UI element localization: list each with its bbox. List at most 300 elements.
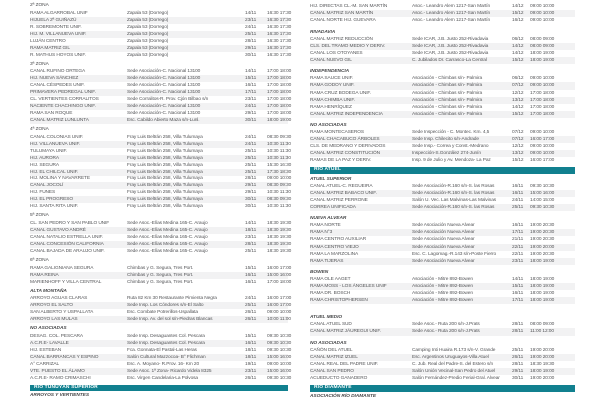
table-row <box>310 368 575 375</box>
row-date: 26/11 <box>512 355 524 361</box>
schedule-column-left <box>30 3 292 400</box>
row-name: HIJ. EL CHILCAL UNIF. <box>30 169 79 175</box>
row-date: 15/11 <box>512 284 524 290</box>
row-name: CLS. DEL TRAMO MEDIO Y DERIV. <box>310 43 386 49</box>
table-row <box>30 148 291 155</box>
table-row <box>310 347 575 354</box>
table-row <box>30 248 292 255</box>
table-row <box>310 354 575 361</box>
row-time: 18:00 19:00 <box>530 291 555 297</box>
row-location: Sede Inspección - C. Montec. Km. 4,5 <box>412 130 490 136</box>
row-location: Sede Asoc.-Elías Medina 165-C. Araujo <box>127 234 208 240</box>
section-header: BOWEN <box>310 270 329 276</box>
row-time: 15:30 16:30 <box>267 162 292 168</box>
row-name: RAMA CENTRO AUXILIAR <box>310 237 367 243</box>
row-date: 25/11 <box>245 169 257 175</box>
row-time: 09:00 10:00 <box>530 11 555 17</box>
row-date: 16/11 <box>245 272 257 278</box>
section-rows <box>30 296 292 324</box>
row-date: 16/11 <box>512 223 524 229</box>
table-row <box>30 17 292 24</box>
section-rows <box>310 347 575 382</box>
row-time: 18:00 19:00 <box>530 298 555 304</box>
table-row <box>30 31 292 38</box>
row-location: Fray Luis Beltrán 258, Villa Tulumaya <box>127 162 203 168</box>
row-name: CANAL RUFINO ORTEGA <box>30 69 86 75</box>
row-location: Sede Asoc.- Ruta 200 s/n-J.Prats <box>412 329 480 335</box>
table-row <box>30 96 292 103</box>
row-date: 23/11 <box>245 97 257 103</box>
row-time: 17:00 18:00 <box>267 90 292 96</box>
section-header: ARROYOS Y VERTIENTES <box>30 392 89 398</box>
row-date: 28/11 <box>512 329 524 335</box>
row-time: 19:00 20:00 <box>530 244 555 250</box>
section-rows <box>30 68 292 124</box>
row-location: Fray Luis Beltrán 258, Villa Tulumaya <box>127 134 203 140</box>
table-row <box>30 316 291 323</box>
row-name: RAMA CRUZ BODEGA UNIF. <box>310 90 371 96</box>
row-time: 09:00 10:00 <box>267 310 292 316</box>
row-name: TULUMAYA UNIF. <box>30 148 68 154</box>
table-row <box>310 297 575 304</box>
row-location: Salón Cultural Mazzocoa- B° Flichman <box>127 354 206 360</box>
row-time: 16:00 17:00 <box>267 265 292 271</box>
section-rows <box>30 10 292 59</box>
row-time: 16:00 17:00 <box>530 137 555 143</box>
table-row <box>30 68 292 75</box>
row-name: R. MATHUS HOYOS UNIF. <box>30 52 86 58</box>
row-date: 18/11 <box>245 348 257 354</box>
row-location: Fray Luis Beltrán 258, Villa Tulumaya <box>127 141 203 147</box>
table-row <box>30 241 292 248</box>
table-row <box>310 143 575 150</box>
section-header: INDEPENDENCIA <box>310 69 350 75</box>
row-time: 16:30 17:30 <box>267 24 292 30</box>
section-header: 3ª ZONA <box>30 61 49 67</box>
row-location: Sede Asoc.-Elías Medina 165-C. Araujo <box>127 221 208 227</box>
table-row <box>30 134 292 141</box>
row-location: Sede Insp. Av. del sol s/n-Piedras Blancas <box>127 317 213 323</box>
section-header: 5ª ZONA <box>30 213 49 219</box>
row-name: RAMA CENTRO VIEJO <box>310 244 359 250</box>
row-location: Sede Asoc. 1ª Zona- Ricardo Videla 8325 <box>127 368 212 374</box>
row-time: 09:00 10:00 <box>530 4 555 10</box>
row-name: DESAG. COL. PESCARA <box>30 334 84 340</box>
row-date: 26/11 <box>245 317 257 323</box>
table-row <box>30 361 292 368</box>
row-time: 10:00 11:00 <box>267 317 291 323</box>
table-row <box>310 10 575 17</box>
row-time: 17:00 18:00 <box>530 97 555 103</box>
row-time: 11:00 12:00 <box>530 329 554 335</box>
row-location: Fray Luis Beltrán 258, Villa Tulumaya <box>127 190 203 196</box>
row-time: 09:00 10:00 <box>267 176 292 182</box>
row-time: 10:30 11:30 <box>267 148 291 154</box>
row-location: Sede Asociación Nueva Alvear <box>412 237 475 243</box>
row-location: Fray Luis Beltrán 258, Villa Tulumaya <box>127 148 203 154</box>
row-time: 16:00 17:00 <box>530 158 555 164</box>
row-name: ARROYO AGUAS CLARAS <box>30 296 88 302</box>
row-location: Camping Inti Huaira R.173 s/n-V. Grande <box>412 348 496 354</box>
row-time: 18:30 19:30 <box>530 362 555 368</box>
row-time: 16:30 17:30 <box>267 38 292 44</box>
section-header: 2ª ZONA <box>30 3 49 8</box>
schedule-section <box>310 29 575 64</box>
row-location: Fca. Gonnata-El Pastal-Las Heras <box>127 348 197 354</box>
row-time: 09:30 10:30 <box>267 341 292 347</box>
row-name: HIJ. DIRECTAS CL.-M. SAN MARTÍN <box>310 4 388 10</box>
table-row <box>310 375 575 382</box>
row-location: Sede Asociación Nueva Alvear <box>412 244 475 250</box>
section-header: ASOCIACIÓN RÍO DIAMANTE <box>310 394 377 400</box>
row-date: 14/12 <box>512 50 524 56</box>
table-row <box>30 227 292 234</box>
row-time: 16:30 17:30 <box>267 45 292 51</box>
schedule-section <box>310 68 575 117</box>
row-date: 14/12 <box>512 104 524 110</box>
row-location: Sede Asociación-C. Nacional 13100 <box>127 69 201 75</box>
row-date: 13/12 <box>512 151 524 157</box>
row-location: Insp. 9 de Julio y Av. Mendoza- La Paz <box>412 158 491 164</box>
row-time: 19:00 20:00 <box>530 355 555 361</box>
table-row <box>30 176 292 183</box>
row-name: CANAL REAL DEL PADRE UNIF. <box>310 362 379 368</box>
row-time: 15:00 16:00 <box>530 190 555 196</box>
table-row <box>30 155 291 162</box>
row-location: Asoc.- Leandro Alem 1217-San Martín <box>412 4 491 10</box>
table-row <box>310 75 575 82</box>
table-row <box>310 50 575 57</box>
row-name: CANAL MATRIZ BABACO UNIF. <box>310 190 377 196</box>
row-location: Sede ICAR, J.B. Justo 252-Rivadavia <box>412 36 489 42</box>
row-date: 06/12 <box>512 36 524 42</box>
row-time: 18:00 19:00 <box>530 277 555 283</box>
row-name: CL. VERTIENTES CORRALITOS <box>30 97 99 103</box>
row-time: 18:00 19:00 <box>530 369 555 375</box>
row-name: ACUEDUCTO GANADERO <box>310 376 368 382</box>
table-row <box>30 340 292 347</box>
row-date: 18/11 <box>245 228 257 234</box>
row-date: 14/11 <box>512 277 524 283</box>
row-location: Sede Asoc.-Elías Medina 165-C. Araujo <box>127 228 208 234</box>
table-row <box>310 229 575 236</box>
row-name: RAMA DR. BOSCH <box>310 291 351 297</box>
row-name: CANAL MATRIZ CONSTITUCIÓN <box>310 151 380 157</box>
row-name: CANAL MATRIZ SAN MARTÍN <box>310 11 374 17</box>
river-section-bar: RÍO TUNUYÁN SUPERIOR <box>30 385 288 392</box>
row-name: RAMA REINA <box>30 272 59 278</box>
schedule-section <box>30 326 292 382</box>
table-row <box>30 196 292 203</box>
row-date: 28/11 <box>245 38 257 44</box>
table-row <box>310 283 575 290</box>
table-row <box>310 129 575 136</box>
row-date: 17/11 <box>245 90 257 96</box>
row-location: Esc. Combate Potrerillos-Uspallata <box>127 310 198 316</box>
row-location: Zapala 53 (Dorrego) <box>127 45 169 51</box>
table-row <box>310 361 575 368</box>
row-name: HIJ. SEGURA <box>30 162 60 168</box>
row-time: 15:00 16:00 <box>267 272 292 278</box>
table-row <box>30 203 291 210</box>
row-name: HIJUELA 2ª GUIÑAZÚ <box>30 17 77 23</box>
row-time: 18:00 19:00 <box>267 117 292 123</box>
row-date: 14/11 <box>245 10 257 16</box>
table-row <box>30 302 292 309</box>
row-time: 09:00 10:00 <box>530 151 555 157</box>
row-location: Sede Asoc.-Elías Medina 165-C. Araujo <box>127 241 208 247</box>
schedule-section <box>310 269 575 304</box>
section-header: NO ASOCIADAS <box>310 123 347 129</box>
row-name: CANAL MATRIZ PERRONE <box>310 197 368 203</box>
row-location: Esc. A. Moyano- R.Prov. 16- Km 20 <box>127 361 200 367</box>
row-date: 07/12 <box>512 83 524 89</box>
section-gap <box>310 304 575 310</box>
row-location: Chimbas y G. Segura, Tres Port. <box>127 279 194 285</box>
row-name: SAN ALBERTO Y USPALLATA <box>30 310 94 316</box>
row-name: NACIENTE CHACHINGO UNIF. <box>30 104 96 110</box>
row-date: 28/11 <box>512 362 524 368</box>
row-date: 25/11 <box>245 155 257 161</box>
table-row <box>30 162 292 169</box>
table-row <box>30 24 292 31</box>
table-row <box>30 265 292 272</box>
row-date: 25/11 <box>512 348 524 354</box>
table-row <box>310 244 575 251</box>
table-row <box>30 354 292 361</box>
row-date: 16/11 <box>245 341 257 347</box>
row-name: RAMA LA MARZOLINA <box>310 251 359 257</box>
row-time: 18:30 19:30 <box>267 241 292 247</box>
row-name: CANAL CÉSPEDES UNIF. <box>30 83 85 89</box>
table-row <box>30 234 292 241</box>
row-time: 10:30 11:30 <box>267 204 291 210</box>
row-date: 15/12 <box>512 11 524 17</box>
row-name: CANAL JOCOLÍ <box>30 183 64 189</box>
row-name: CANAL MATRIZ INDEPENDENCIA <box>310 111 383 117</box>
row-location: Esc. Virgen Candelaria-La Polvosa <box>127 375 199 381</box>
table-row <box>30 89 292 96</box>
row-name: CANAL ATUEL-C. REGUEIRA <box>310 183 373 189</box>
row-date: 15/12 <box>512 57 524 63</box>
row-name: CANAL NORTE HIJ. GUEVARA <box>310 18 376 24</box>
row-date: 19/11 <box>245 361 257 367</box>
row-location: Sede Asociación Nueva Alvear <box>412 223 475 229</box>
row-name: R. SOBREMONTE UNIF. <box>30 24 82 30</box>
row-date: 30/11 <box>245 117 257 123</box>
row-date: 07/12 <box>512 130 524 136</box>
section-header: 4ª ZONA <box>30 126 49 132</box>
row-name: MARIENHOFF Y VILLA CENTRAL <box>30 279 102 285</box>
table-row <box>310 136 575 143</box>
row-location: Inspección-S.González 274-Junín <box>412 151 481 157</box>
table-row <box>310 183 575 190</box>
row-date: 25/11 <box>245 303 257 309</box>
table-row <box>30 38 292 45</box>
table-row <box>30 103 292 110</box>
row-time: 19:00 20:30 <box>530 230 555 236</box>
row-location: Sede Asociación-C. Nacional 13100 <box>127 90 201 96</box>
table-row <box>30 279 292 286</box>
schedule-section <box>30 257 292 286</box>
row-location: Zapala 53 (Dorrego) <box>127 31 169 37</box>
row-time: 08:00 09:00 <box>530 322 555 328</box>
row-name: RAMAS DE LA PAZ Y DERIV. <box>310 158 372 164</box>
section-rows <box>30 265 292 286</box>
row-location: Ruta 82 Km 30 Restaurante Pimienta Negra <box>127 296 217 302</box>
row-time: 18:30 19:30 <box>267 228 292 234</box>
row-date: 30/11 <box>245 204 257 210</box>
row-date: 24/11 <box>245 104 257 110</box>
table-row <box>310 157 575 164</box>
row-name: RAMA HENRÍQUEZ <box>310 104 352 110</box>
row-time: 17:00 18:00 <box>267 97 292 103</box>
row-time: 09:00 10:00 <box>530 83 555 89</box>
table-row <box>310 258 575 265</box>
row-date: 15/12 <box>512 111 524 117</box>
row-date: 15/11 <box>245 334 257 340</box>
row-date: 14/11 <box>245 221 257 227</box>
row-date: 18/11 <box>245 354 257 360</box>
row-time: 16:00 17:00 <box>267 296 292 302</box>
row-date: 16/12 <box>512 18 524 24</box>
row-time: 09:30 10:30 <box>267 348 292 354</box>
row-time: 18:00 19:00 <box>530 284 555 290</box>
row-date: 30/11 <box>245 52 257 58</box>
row-time: 10:30 11:30 <box>267 190 291 196</box>
section-header: NO ASOCIADAS <box>30 326 67 332</box>
row-date: 16/11 <box>512 183 524 189</box>
row-time: 19:00 20:00 <box>530 348 555 354</box>
row-date: 25/11 <box>245 248 257 254</box>
row-date: 29/11 <box>245 111 257 117</box>
row-date: 14/12 <box>512 43 524 49</box>
row-location: Esc. C. Lagomag.-R.143 s/n-Poste Fierro <box>412 251 497 257</box>
row-time: 18:30 19:30 <box>267 248 292 254</box>
schedule-section <box>310 122 575 164</box>
row-date: 24/11 <box>245 24 257 30</box>
table-row <box>30 10 292 17</box>
row-location: Sede Asociación Nueva Alvear <box>412 230 475 236</box>
schedule-section <box>30 61 292 124</box>
row-name: A° CARRIZAL <box>30 361 60 367</box>
row-name: HIJ. FUNES <box>30 190 56 196</box>
row-location: Sede Asociación-C. Nacional 13100 <box>127 104 201 110</box>
row-name: RAMA MONTECASEROS <box>310 130 365 136</box>
row-time: 17:00 18:00 <box>530 104 555 110</box>
table-row <box>30 182 292 189</box>
row-name: CANAL MATRIZ JÁUREGUI UNIF. <box>310 329 381 335</box>
row-time: 10:30 11:30 <box>267 141 291 147</box>
schedule-section <box>30 393 288 400</box>
row-time: 15:00 16:00 <box>267 368 292 374</box>
river-section-bar: RÍO ATUEL <box>310 167 575 174</box>
row-time: 10:30 11:30 <box>267 155 291 161</box>
row-location: Asociación - Chimbas s/n- Palmira <box>412 83 483 89</box>
row-time: 19:00 20:30 <box>530 237 555 243</box>
schedule-section <box>310 314 575 335</box>
row-time: 14:00 15:00 <box>530 197 555 203</box>
row-name: CLS. DE MEDRANO Y DERIVADOS <box>310 144 386 150</box>
row-name: RAMA GALIGNIANA SEGURA <box>30 265 94 271</box>
table-row <box>30 117 292 124</box>
section-rows <box>310 222 575 264</box>
row-date: 25/11 <box>245 148 257 154</box>
row-date: 15/12 <box>512 158 524 164</box>
row-time: 17:00 18:00 <box>267 83 292 89</box>
row-date: 25/11 <box>245 162 257 168</box>
table-row <box>30 141 291 148</box>
schedule-section <box>310 393 575 400</box>
row-time: 16:30 17:30 <box>267 31 292 37</box>
row-date: 16/11 <box>245 279 257 285</box>
table-row <box>310 3 575 10</box>
row-name: ARROYO EL SALTO <box>30 303 73 309</box>
row-date: 25/11 <box>512 204 524 210</box>
row-location: Sede Asociación-R.160 s/n-S. las Rosas <box>412 204 495 210</box>
table-row <box>310 222 575 229</box>
row-date: 24/11 <box>245 134 257 140</box>
row-location: Asociación - Mitre 892-Bowen <box>412 284 473 290</box>
row-name: VTE. PUESTO EL ÁLAMO <box>30 368 85 374</box>
section-header: ALTA MONTAÑA <box>30 288 67 294</box>
row-time: 09:30 10:30 <box>530 183 555 189</box>
row-name: HIJ. SANTA RITA UNIF. <box>30 204 79 210</box>
row-name: RAMA MOSS - LOS ÁNGELES UNIF <box>310 284 387 290</box>
row-date: 21/11 <box>512 237 524 243</box>
section-rows <box>30 134 292 210</box>
row-time: 08:30 09:30 <box>267 134 292 140</box>
row-name: CANAL NATALIO ESTRELLA UNIF. <box>30 234 104 240</box>
row-name: A.C.R.E- LAVALLE <box>30 341 69 347</box>
table-row <box>310 97 575 104</box>
row-name: RAMA MATRIZ GIL <box>30 45 70 51</box>
schedule-section <box>310 176 575 211</box>
schedule-section <box>310 340 575 382</box>
row-date: 15/11 <box>245 76 257 82</box>
row-name: LUJÁN CENTRO <box>30 38 66 44</box>
table-row <box>30 309 292 316</box>
row-name: RAMA OLE AAGET <box>310 277 351 283</box>
row-location: Asociación - Chimbas s/n- Palmira <box>412 104 483 110</box>
row-name: CANAL MATRIZ IZUEL <box>310 355 358 361</box>
row-time: 17:30 18:30 <box>267 169 292 175</box>
table-row <box>310 204 575 211</box>
row-location: Chimbas y G. Segura, Tres Port. <box>127 265 194 271</box>
row-time: 09:30 10:30 <box>267 375 292 381</box>
row-location: Sede Asociación-R.160 s/n-S. las Rosas <box>412 190 495 196</box>
table-row <box>30 368 292 375</box>
table-row <box>310 82 575 89</box>
row-date: 16/11 <box>512 291 524 297</box>
section-header: ATUEL MEDIO <box>310 315 343 321</box>
schedule-column-right <box>310 3 575 400</box>
row-time: 09:00 10:00 <box>267 361 292 367</box>
row-date: 23/11 <box>245 17 257 23</box>
row-time: 09:30 10:30 <box>267 334 292 340</box>
row-name: CANAL BARRANCAS Y ESPINO <box>30 354 99 360</box>
section-rows <box>310 321 575 335</box>
row-date: 17/11 <box>512 230 524 236</box>
row-date: 29/11 <box>245 190 257 196</box>
row-time: 16:00 17:00 <box>267 303 292 309</box>
table-row <box>310 251 575 258</box>
row-location: Zapala 53 (Dorrego) <box>127 17 169 23</box>
row-location: Sede Asociación-C. Nacional 13100 <box>127 83 201 89</box>
section-header: RIVADAVIA <box>310 29 336 35</box>
table-row <box>310 236 575 243</box>
row-name: A.C.R.E- RAMO CRIMASCHI <box>30 375 91 381</box>
